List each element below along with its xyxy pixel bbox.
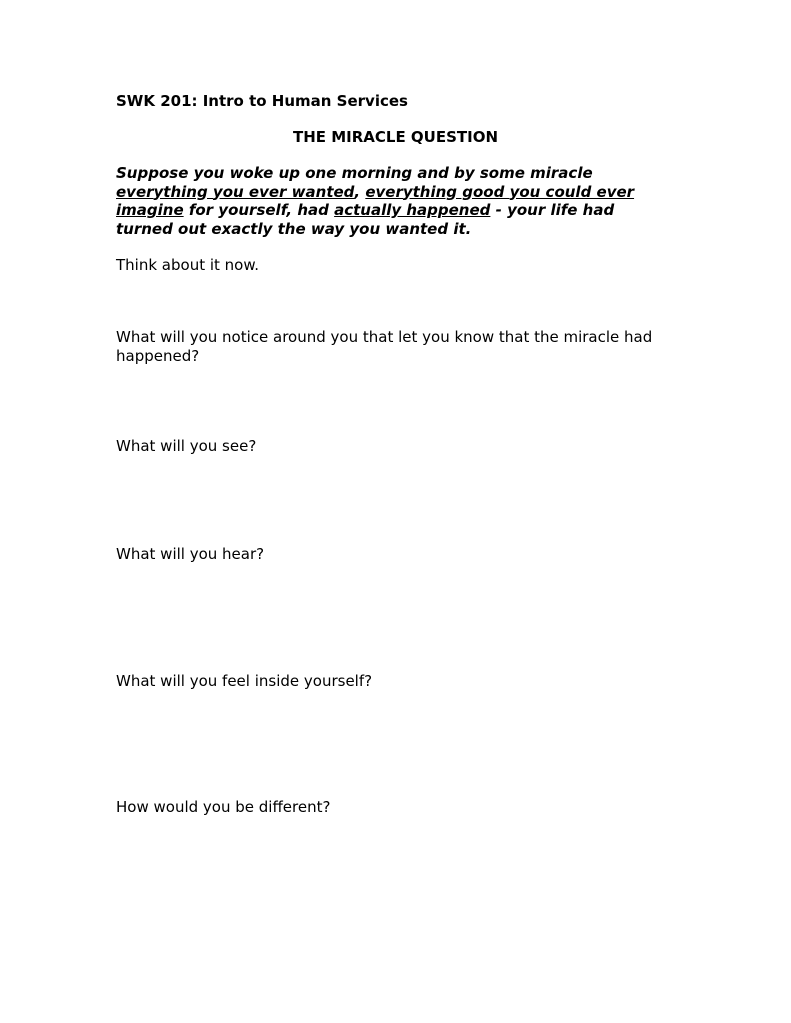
question-see: What will you see? — [116, 437, 257, 455]
miracle-question-intro — [116, 164, 676, 238]
course-title: SWK 201: Intro to Human Services — [116, 92, 408, 110]
intro-text: for yourself, had — [183, 201, 335, 219]
intro-underlined-text: imagine — [116, 201, 184, 219]
page-title: THE MIRACLE QUESTION — [292, 128, 499, 146]
intro-underlined-text: actually happened — [334, 201, 491, 219]
intro-underlined-text: everything you ever wanted — [116, 182, 355, 201]
intro-text: , — [354, 182, 366, 201]
intro-line-4 — [116, 220, 676, 239]
intro-text: - your life had — [490, 201, 615, 219]
intro-text: turned out exactly the way you wanted it. — [116, 219, 472, 238]
intro-line-3 — [116, 201, 676, 220]
question-feel: What will you feel inside yourself? — [116, 672, 373, 690]
intro-text: Suppose you woke up one morning and by some miracle — [116, 164, 593, 182]
question-hear: What will you hear? — [116, 545, 265, 563]
question-notice: What will you notice around you that let you know that the miracle had happened? — [116, 328, 653, 365]
think-prompt: Think about it now. — [116, 256, 260, 274]
intro-underlined-text: everything good you could ever — [365, 182, 635, 201]
question-different: How would you be different? — [116, 798, 331, 816]
intro-line-2 — [116, 183, 676, 202]
intro-line-1 — [116, 164, 676, 183]
